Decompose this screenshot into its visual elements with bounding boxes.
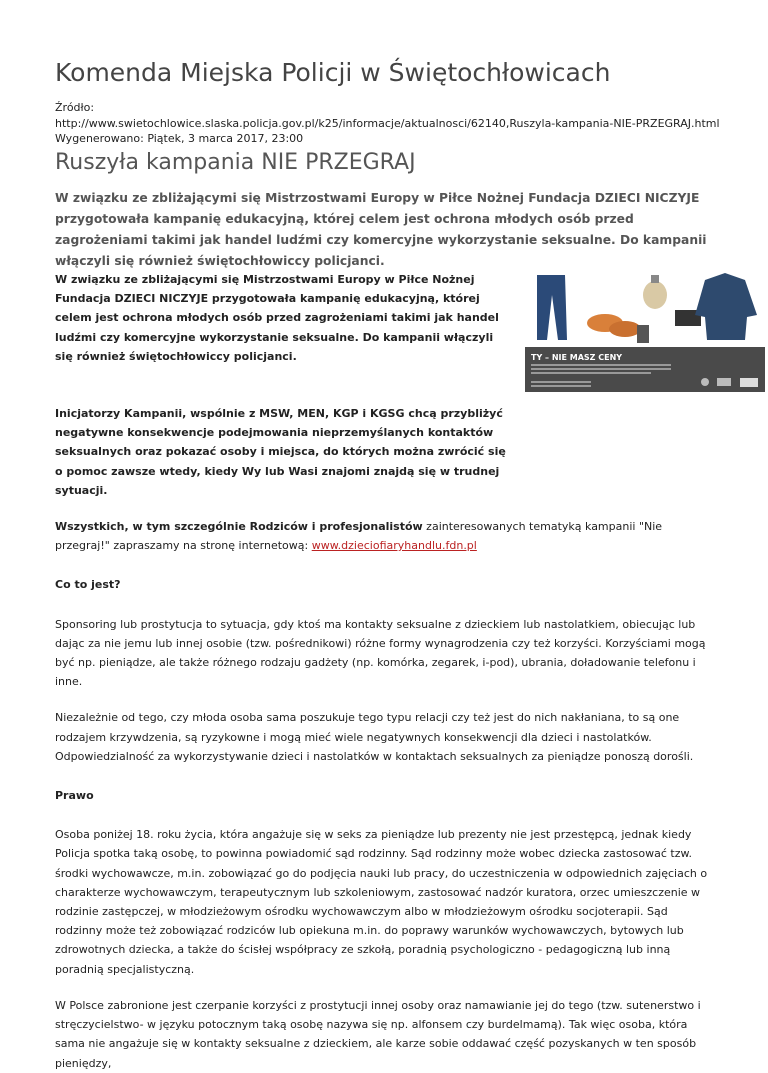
invite-bold: Wszystkich, w tym szczególnie Rodziców i profesjonalistów (55, 520, 423, 534)
site-title: Komenda Miejska Policji w Świętochłowicach (55, 58, 611, 87)
source-url: http://www.swietochlowice.slaska.policja.gov.pl/k25/informacje/aktualnosci/62140,Ruszyla-kampania-NIE-PRZEGRAJ.html (55, 116, 720, 130)
paragraph-responsibility: Niezależnie od tego, czy młoda osoba sama poszukuje tego typu relacji czy też jest do nich nakłaniana, to są one rodzajem krzywdzenia, są ryzykowne i mogą mieć wiele negatywnych konsekwencji dla dzieci i nastolatków. Odpowiedzialność za wykorzystywanie dzieci i nastolatków w kontaktach seksualnych za pieniądze ponoszą dorośli. (55, 711, 694, 763)
source-label: Źródło: (55, 101, 95, 114)
paragraph-definition: Sponsoring lub prostytucja to sytuacja, gdy ktoś ma kontakty seksualne z dzieckiem lub nastolatkiem, obiecując lub dając za nie jemu lub innej osobie (tzw. pośrednikowi) różne formy wynagrodzenia czy też korzyści. Korzyściami mogą być np. pieniądze, ale także różnego rodzaju gadżety (np. komórka, zegarek, i-pod), ubrania, doładowanie telefonu i inne. (55, 617, 706, 689)
article-body (55, 270, 715, 1073)
heading-what: Co to jest? (55, 578, 121, 592)
campaign-image (525, 265, 765, 392)
paragraph-intro: W związku ze zbliżającymi się Mistrzostwami Europy w Piłce Nożnej Fundacja DZIECI NICZYJE przygotowała kampanię edukacyjną, której celem jest ochrona młodych osób przed zagrożeniami takimi jak handel ludźmi czy komercyjne wykorzystanie seksualne. Do kampanii włączyli się również świętochłowiccy policjanci. (55, 273, 499, 363)
paragraph-pimping: W Polsce zabronione jest czerpanie korzyści z prostytucji innej osoby oraz namawianie jej do tego (tzw. sutenerstwo i stręczycielstwo- w języku potocznym taką osobę nazywa się np. alfonsem czy burdelmamą). Tak więc osoba, która sama nie angażuje się w kontakty seksualne z dzieckiem, ale karze sobie oddawać część pozyskanych w ten sposób pieniędzy, (55, 998, 701, 1070)
campaign-link[interactable]: www.dzieciofiaryhandlu.fdn.pl (311, 539, 477, 553)
paragraph-law: Osoba poniżej 18. roku życia, która angażuje się w seks za pieniądze lub prezenty nie jest przestępcą, jednak kiedy Policja spotka taką osobę, to powinna powiadomić sąd rodzinny. Sąd rodzinny może wobec dziecka zastosować tzw. środki wychowawcze, m.in. zobowiązać go do podjęcia nauki lub pracy, do uczestniczenia w odpowiednich zajęciach o charakterze wychowawczym, terapeutycznym lub szkoleniowym, zastosować nadzór kuratora, orzec umieszczenie w rodzinie zastępczej, w młodzieżowym ośrodku wychowawczym albo w młodzieżowym ośrodku socjoterapii. Sąd rodzinny może też zobowiązać rodziców lub opiekuna m.in. do poprawy warunków wychowawczych, bytowych lub zdrowotnych dziecka, a także do ścisłej współpracy ze szkołą, poradnią psychologiczno - pedagogiczną lub inną poradnią specjalistyczną. (55, 828, 708, 976)
article-title: Ruszyła kampania NIE PRZEGRAJ (55, 150, 416, 175)
article-lead: W związku ze zbliżającymi się Mistrzostwami Europy w Piłce Nożnej Fundacja DZIECI NICZYJE przygotowała kampanię edukacyjną, której celem jest ochrona młodych osób przed zagrożeniami takimi jak handel ludźmi czy komercyjne wykorzystanie seksualne. Do kampanii włączyli się również świętochłowiccy policjanci. (55, 191, 707, 268)
source-meta (55, 100, 720, 147)
generated-date: Wygenerowano: Piątek, 3 marca 2017, 23:00 (55, 132, 304, 145)
paragraph-initiators: Inicjatorzy Kampanii, wspólnie z MSW, MEN, KGP i KGSG chcą przybliżyć negatywne konsekwencje podejmowania nieprzemyślanych kontaktów seksualnych oraz pokazać osoby i miejsca, do których można zwrócić się o pomoc zawsze wtedy, kiedy Wy lub Wasi znajomi znajdą się w trudnej sytuacji. (55, 407, 506, 497)
paragraph-invite (55, 517, 715, 555)
invite-text: zainteresowanych tematyką kampanii "Nie przegraj!" zapraszamy na stronę internetową: (55, 520, 663, 553)
heading-law: Prawo (55, 789, 94, 803)
image-caption: TY – NIE MASZ CENY (531, 353, 623, 362)
